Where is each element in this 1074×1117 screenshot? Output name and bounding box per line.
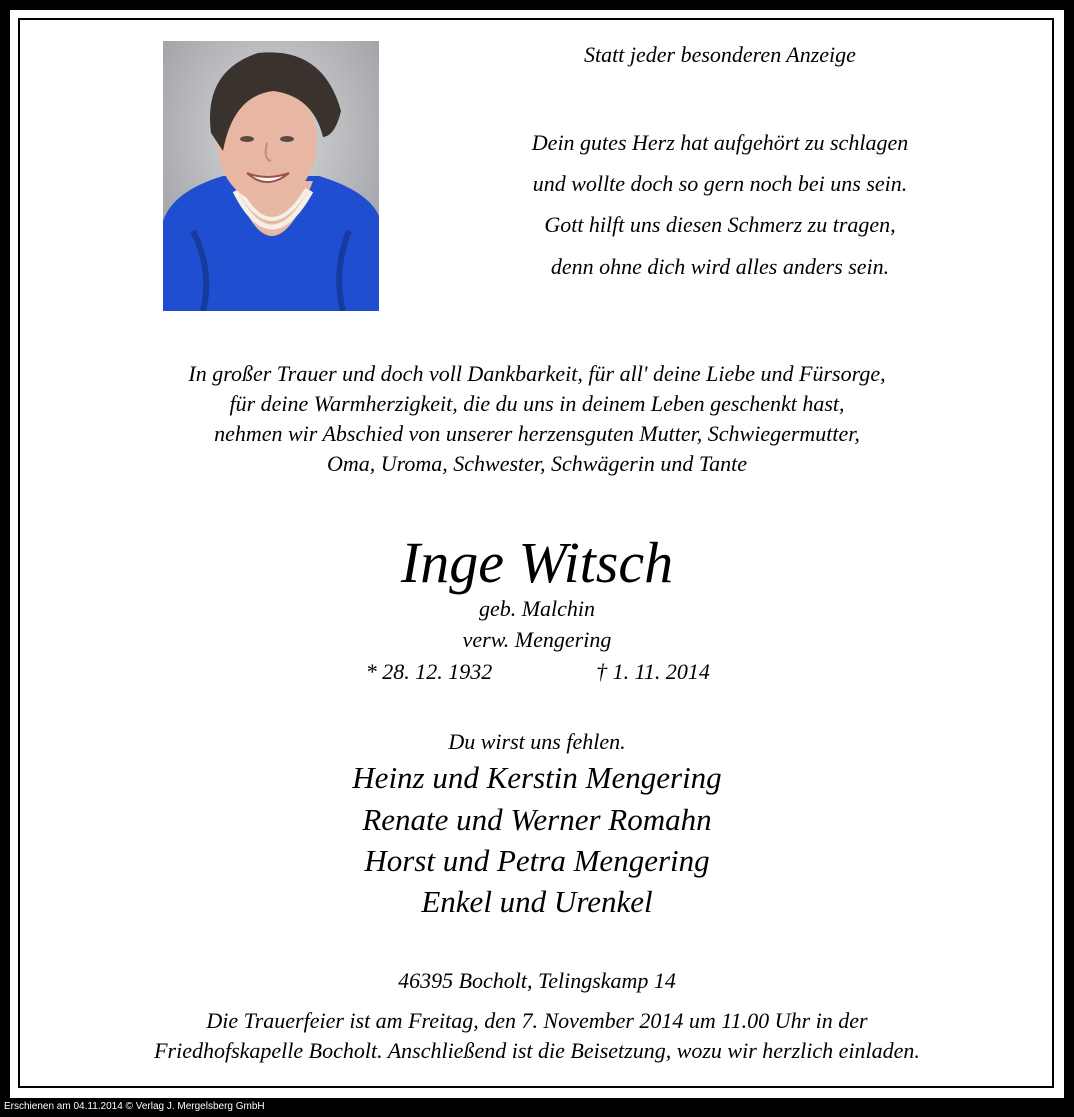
ceremony-line: Friedhofskapelle Bocholt. Anschließend ist die Beisetzung, wozu wir herzlich einladen. bbox=[154, 1038, 920, 1063]
poem-line: und wollte doch so gern noch bei uns sein. bbox=[532, 171, 908, 196]
poem-line: Gott hilft uns diesen Schmerz zu tragen, bbox=[544, 212, 896, 237]
deceased-name: Inge Witsch bbox=[400, 530, 674, 595]
poem-line: Dein gutes Herz hat aufgehört zu schlagen bbox=[531, 130, 909, 155]
mourner: Heinz und Kerstin Mengering bbox=[352, 760, 722, 795]
birth-name: geb. Malchin bbox=[478, 596, 596, 621]
address: 46395 Bocholt, Telingskamp 14 bbox=[398, 968, 676, 993]
birth-date: * 28. 12. 1932 bbox=[365, 659, 493, 684]
tribute-line: In großer Trauer und doch voll Dankbarkeit, für all' deine Liebe und Fürsorge, bbox=[188, 361, 886, 386]
mourner: Horst und Petra Mengering bbox=[364, 843, 710, 878]
tribute-line: nehmen wir Abschied von unserer herzensguten Mutter, Schwiegermutter, bbox=[214, 421, 860, 446]
publication-footer: Erschienen am 04.11.2014 © Verlag J. Mergelsberg GmbH bbox=[4, 1101, 265, 1112]
death-date: † 1. 11. 2014 bbox=[596, 659, 710, 684]
poem-line: denn ohne dich wird alles anders sein. bbox=[550, 254, 890, 279]
mourner: Enkel und Urenkel bbox=[421, 884, 653, 919]
farewell-text: Du wirst uns fehlen. bbox=[448, 729, 626, 754]
header-text: Statt jeder besonderen Anzeige bbox=[584, 42, 856, 67]
widowed-name: verw. Mengering bbox=[462, 627, 612, 652]
ceremony-line: Die Trauerfeier ist am Freitag, den 7. November 2014 um 11.00 Uhr in der bbox=[206, 1008, 868, 1033]
tribute-line: für deine Warmherzigkeit, die du uns in deinem Leben geschenkt hast, bbox=[229, 391, 845, 416]
tribute-line: Oma, Uroma, Schwester, Schwägerin und Tante bbox=[326, 451, 748, 476]
mourner: Renate und Werner Romahn bbox=[362, 802, 712, 837]
